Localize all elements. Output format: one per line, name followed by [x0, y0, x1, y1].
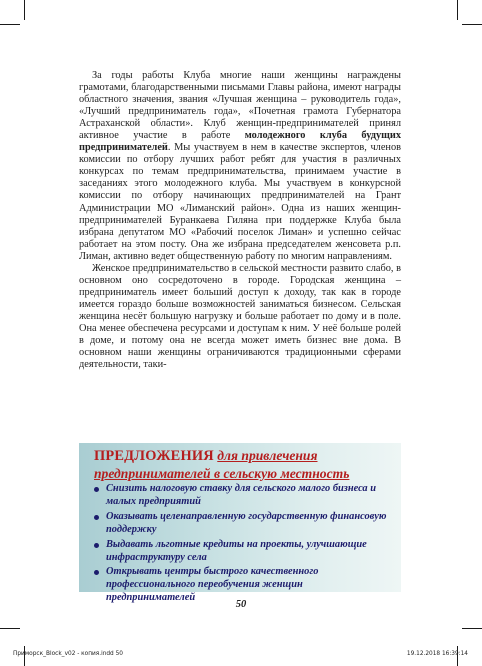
- panel-title-main: ПРЕДЛОЖЕНИЯ: [94, 448, 214, 464]
- body-text: [79, 70, 401, 371]
- crop-mark: [0, 628, 20, 629]
- bullet-icon: [94, 570, 99, 575]
- list-item: Открывать центры быстрого качественного профессионального переобучения женщин предпринимателей: [92, 566, 392, 605]
- list-item: Оказывать целенаправленную государственную финансовую поддержку: [92, 511, 392, 537]
- bullet-icon: [94, 543, 99, 548]
- crop-mark: [462, 24, 482, 25]
- panel-title-rest: для привлечения предпринимателей в сельскую местность: [94, 448, 350, 481]
- slug-timestamp: 19.12.2018 16:39:14: [406, 651, 468, 657]
- paragraph: Женское предпринимательство в сельской местности развито слабо, в основном оно сосредоточено в городе. Городская женщина – предприниматель имеет больший доступ к доходу, так как в городе имеется гораздо больше возможностей заниматься бизнесом. Сельская женщина несёт большую нагрузку и больше работает по дому и в поле. Она менее обеспечена ресурсами и доступам к ним. У неё больше ролей в доме, и потому она не всегда может иметь бизнес вне дома. В основном наши женщины ограничиваются традиционными сферами деятельности, таки-: [79, 262, 401, 371]
- crop-mark: [0, 24, 20, 25]
- page-number: 50: [235, 599, 247, 610]
- paragraph: За годы работы Клуба многие наши женщины награждены грамотами, благодарственными письмами Главы района, имеют награды областного значения, звания «Лучшая женщина – руководитель года», «Лучший предприниматель года», «Почетная грамота Губернатора Астраханской области». Клуб женщин-предпринимателей принял активное участие в работе молодежного клуба будущих предпринимателей. Мы участвуем в нем в качестве экспертов, членов комиссии по отбору лучших работ ребят для участия в различных конкурсах по темам предпринимательства, принимаем участие в заседаниях этого молодежного клуба. Мы участвуем в конкурсной комиссии по отбору начинающих предпринимателей на Грант Администрации МО «Лиманский район». Одна из наших женщин-предпринимателей Буранкаева Гиляна при поддержке Клуба была избрана депутатом МО «Рабочий поселок Лиман» и успешно сейчас работает на этом посту. Она же избрана председателем женсовета р.п. Лиман, активно ведет общественную работу по многим направлениям.: [79, 70, 401, 262]
- bullet-icon: [94, 515, 99, 520]
- crop-mark: [462, 628, 482, 629]
- list-item: Снизить налоговую ставку для сельского малого бизнеса и малых предприятий: [92, 483, 392, 509]
- bold-phrase: молодежного клуба будущих предпринимателей: [79, 130, 401, 154]
- panel-title: [94, 447, 394, 482]
- crop-mark: [457, 0, 458, 20]
- proposals-list: [92, 483, 392, 607]
- proposals-panel: [79, 443, 401, 604]
- slug-filename: Приморск_Block_v02 - копия.indd 50: [13, 651, 123, 657]
- list-item: Выдавать льготные кредиты на проекты, улучшающие инфраструктуру села: [92, 539, 392, 565]
- crop-mark: [24, 0, 25, 20]
- bullet-icon: [94, 487, 99, 492]
